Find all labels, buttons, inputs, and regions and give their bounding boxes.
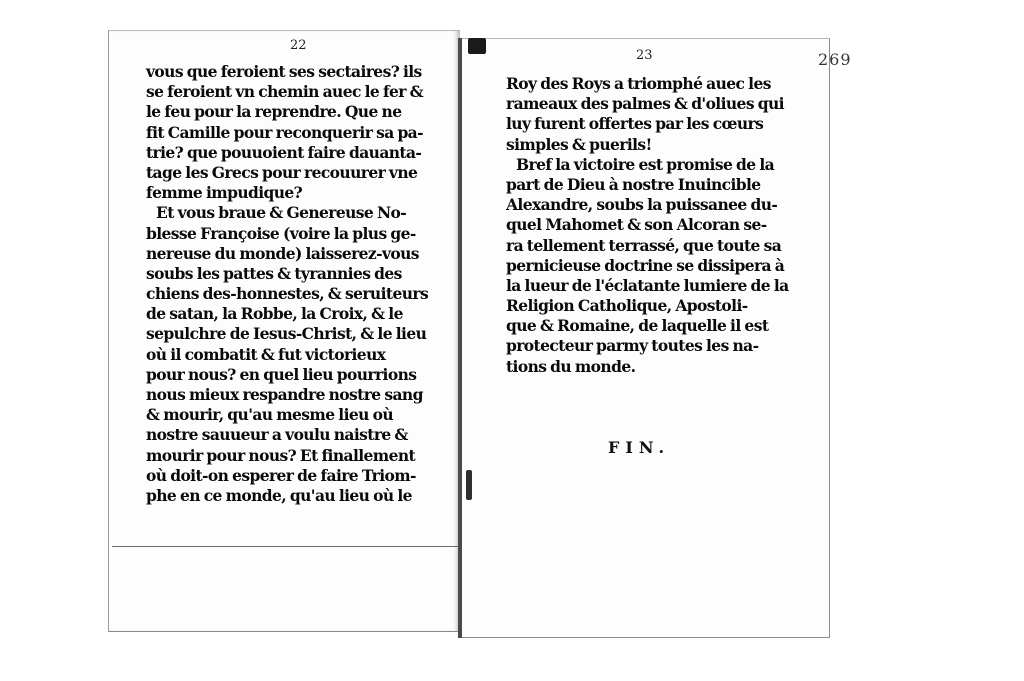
text-line: phe en ce monde, qu'au lieu où le [146, 485, 412, 505]
right-page-number: 23 [636, 48, 653, 63]
text-line: où il combatit & fut victorieux [146, 344, 386, 364]
text-line: où doit-on esperer de faire Triom- [146, 465, 416, 485]
text-line: vous que feroient ses sectaires? ils [146, 62, 422, 81]
left-page-number: 22 [290, 38, 307, 53]
text-line: tage les Grecs pour recouurer vne [146, 162, 418, 182]
text-line: part de Dieu à nostre Inuincible [506, 174, 761, 194]
text-line: ra tellement terrassé, que toute sa [506, 235, 782, 255]
right-page-text [506, 74, 796, 377]
text-line: Alexandre, soubs la puissanee du- [506, 195, 778, 215]
text-line: fit Camille pour reconquerir sa pa- [146, 122, 423, 142]
text-line: rameaux des palmes & d'oliues qui [506, 94, 784, 114]
text-line: femme impudique? [146, 183, 303, 203]
text-line: simples & puerils! [506, 134, 652, 154]
text-line: chiens des-honnestes, & seruiteurs [146, 284, 429, 304]
text-line: mourir pour nous? Et finallement [146, 445, 416, 465]
text-line: quel Mahomet & son Alcoran se- [506, 215, 767, 235]
text-line: trie? que pouuoient faire dauanta- [146, 142, 422, 162]
text-line: le feu pour la reprendre. Que ne [146, 102, 402, 122]
text-line: blesse Françoise (voire la plus ge- [146, 223, 416, 243]
gutter-ink-mark [468, 38, 486, 54]
text-line: la lueur de l'éclatante lumiere de la [506, 275, 789, 295]
text-line: se feroient vn chemin auec le fer & [146, 82, 424, 102]
text-line: nostre sauueur a voulu naistre & [146, 425, 408, 445]
text-line: soubs les pattes & tyrannies des [146, 263, 402, 283]
left-page-text [146, 62, 446, 506]
ending-fin: FIN. [608, 438, 671, 457]
gutter-ink-blot [466, 470, 472, 500]
text-line: nereuse du monde) laisserez-vous [146, 243, 419, 263]
text-line: & mourir, qu'au mesme lieu où [146, 405, 394, 425]
book-gutter [458, 38, 462, 638]
text-line: nous mieux respandre nostre sang [146, 385, 423, 404]
page-edge-line [112, 546, 458, 547]
text-line: Et vous braue & Genereuse No- [156, 203, 407, 223]
text-line: sepulchre de Iesus-Christ, & le lieu [146, 324, 427, 344]
text-line: pernicieuse doctrine se dissipera à [506, 255, 785, 275]
text-line: tions du monde. [506, 356, 636, 376]
text-line: luy furent offertes par les cœurs [506, 114, 764, 134]
handwritten-folio-number: 269 [818, 50, 852, 69]
text-line: protecteur parmy toutes les na- [506, 336, 759, 356]
text-line: que & Romaine, de laquelle il est [506, 316, 769, 336]
text-line: Roy des Roys a triomphé auec les [506, 74, 771, 93]
text-line: pour nous? en quel lieu pourrions [146, 364, 417, 384]
text-line: de satan, la Robbe, la Croix, & le [146, 304, 403, 324]
text-line: Bref la victoire est promise de la [516, 154, 775, 174]
text-line: Religion Catholique, Apostoli- [506, 296, 748, 316]
